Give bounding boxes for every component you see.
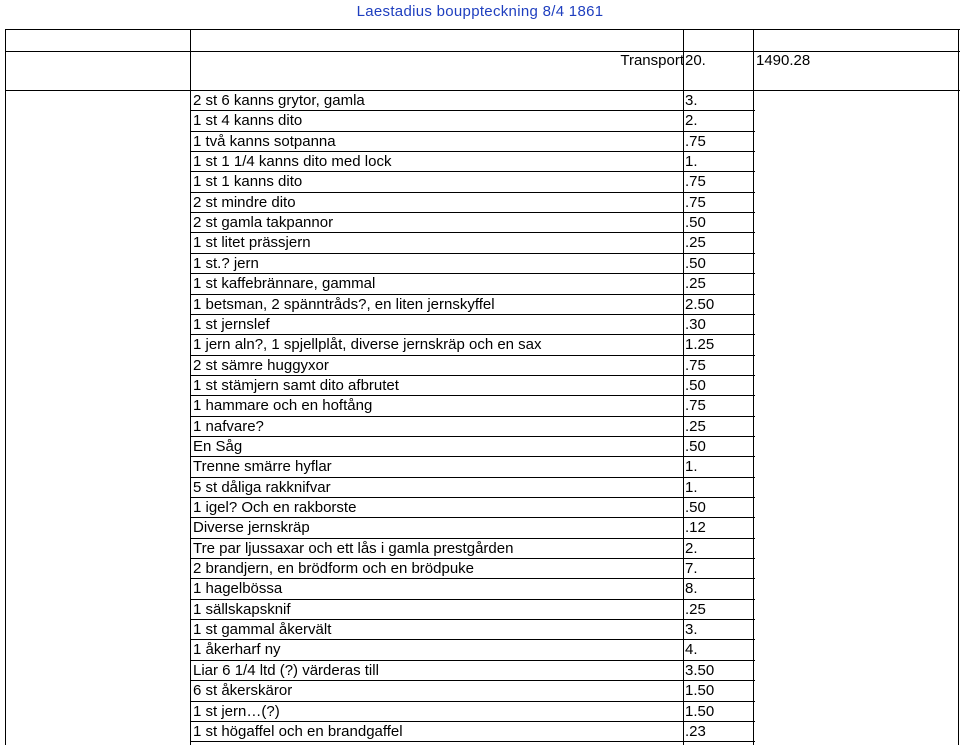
table-row: [0, 539, 960, 559]
item-value: 2.: [685, 539, 698, 557]
item-value: .50: [685, 254, 706, 272]
item-description: 2 st gamla takpannor: [193, 214, 334, 232]
table-row: [0, 559, 960, 579]
table-row: [0, 152, 960, 172]
table-row: [0, 702, 960, 722]
item-description: Tre par ljussaxar och ett lås i gamla prestgården: [193, 539, 514, 557]
item-description: 1 igel? Och en rakborste: [193, 499, 357, 516]
item-value: 1.: [685, 478, 698, 496]
table-row: [0, 661, 960, 681]
item-value: 3.: [685, 621, 698, 639]
table-row: [0, 254, 960, 274]
table-row: [0, 213, 960, 233]
item-value: .75: [685, 356, 706, 374]
transport-label: Transport: [620, 52, 684, 69]
item-value: 1.50: [685, 682, 715, 700]
item-description: 1 st stämjern samt dito afbrutet: [193, 376, 399, 394]
table-row: [0, 681, 960, 701]
item-description: 2 st sämre huggyxor: [193, 356, 329, 374]
item-value: 1.50: [685, 702, 715, 720]
table-row: [0, 295, 960, 315]
table-row: [0, 233, 960, 253]
item-description: 6 st åkerskäror: [193, 682, 293, 700]
item-description: 1 st gammal åkervält: [193, 621, 332, 639]
item-description: 1 st jernslef: [193, 315, 270, 333]
item-value: .50: [685, 499, 706, 516]
transport-value-2: 1490.28: [756, 52, 811, 69]
transport-row: [0, 51, 960, 71]
item-value: .50: [685, 437, 706, 455]
table-row: [0, 315, 960, 335]
item-description: 1 st kaffebrännare, gammal: [193, 275, 376, 293]
table-row: [0, 274, 960, 294]
table-row: [0, 91, 960, 111]
table-row: [0, 111, 960, 131]
item-value: .75: [685, 173, 706, 191]
item-value: 1.: [685, 458, 698, 476]
table-row: [0, 396, 960, 416]
item-value: 7.: [685, 560, 698, 578]
table-row: [0, 722, 960, 742]
item-value: 8.: [685, 580, 698, 598]
item-description: 1 st 1 kanns dito: [193, 173, 303, 191]
item-value: .25: [685, 275, 706, 293]
item-description: Liar 6 1/4 ltd (?) värderas till: [193, 661, 379, 679]
table-row: [0, 518, 960, 538]
item-description: Trenne smärre hyflar: [193, 458, 332, 476]
table-row: [0, 640, 960, 660]
item-description: 1 hammare och en hoftång: [193, 397, 373, 415]
item-description: 1 jern aln?, 1 spjellplåt, diverse jernskräp och en sax: [193, 336, 542, 354]
item-value: .75: [685, 132, 706, 150]
document-title: Laestadius bouppteckning 8/4 1861: [356, 3, 604, 20]
item-description: 2 brandjern, en brödform och en brödpuke: [193, 560, 475, 578]
item-value: 3.50: [685, 661, 715, 679]
item-value: .50: [685, 376, 706, 394]
item-value: 4.: [685, 641, 698, 659]
table-row: [0, 600, 960, 620]
item-value: .25: [685, 417, 706, 435]
table-row: [0, 498, 960, 518]
item-value: .25: [685, 600, 706, 618]
item-value: 1.: [685, 153, 698, 171]
item-description: 1 st litet prässjern: [193, 234, 311, 252]
item-value: 2.: [685, 112, 698, 130]
item-description: 1 st 4 kanns dito: [193, 112, 303, 130]
table-row: [0, 620, 960, 640]
item-value: .12: [685, 519, 706, 537]
item-value: 3.: [685, 92, 698, 109]
table-row: [0, 457, 960, 477]
table-row: [0, 356, 960, 376]
item-value: 1.25: [685, 336, 715, 354]
item-value: .30: [685, 315, 706, 333]
table-row: [0, 579, 960, 599]
grid-line: [5, 29, 960, 30]
item-description: 1 betsman, 2 spänntråds?, en liten jernskyffel: [193, 295, 495, 313]
item-description: 1 st 1 1/4 kanns dito med lock: [193, 153, 392, 171]
table-row: [0, 376, 960, 396]
table-row: [0, 172, 960, 192]
row-divider: [190, 741, 755, 742]
item-value: .25: [685, 234, 706, 252]
item-description: 1 nafvare?: [193, 417, 264, 435]
item-value: .75: [685, 193, 706, 211]
item-value: 2.50: [685, 295, 715, 313]
item-value: .50: [685, 214, 706, 232]
transport-value-1: 20.: [685, 52, 706, 69]
table-row: [0, 193, 960, 213]
item-description: 5 st dåliga rakknifvar: [193, 478, 331, 496]
table-row: [0, 437, 960, 457]
item-description: 2 st mindre dito: [193, 193, 296, 211]
table-row: [0, 478, 960, 498]
item-value: .75: [685, 397, 706, 415]
item-description: 2 st 6 kanns grytor, gamla: [193, 92, 365, 109]
item-description: 1 två kanns sotpanna: [193, 132, 336, 150]
table-row: [0, 132, 960, 152]
item-description: 1 sällskapsknif: [193, 600, 291, 618]
item-description: 1 hagelbössa: [193, 580, 283, 598]
item-description: En Såg: [193, 437, 243, 455]
item-description: 1 åkerharf ny: [193, 641, 281, 659]
item-description: 1 st jern…(?): [193, 702, 280, 720]
item-description: Diverse jernskräp: [193, 519, 310, 537]
table-row: [0, 417, 960, 437]
table-row: [0, 335, 960, 355]
item-description: 1 st.? jern: [193, 254, 259, 272]
item-value: .23: [685, 722, 706, 740]
item-description: 1 st högaffel och en brandgaffel: [193, 722, 403, 740]
